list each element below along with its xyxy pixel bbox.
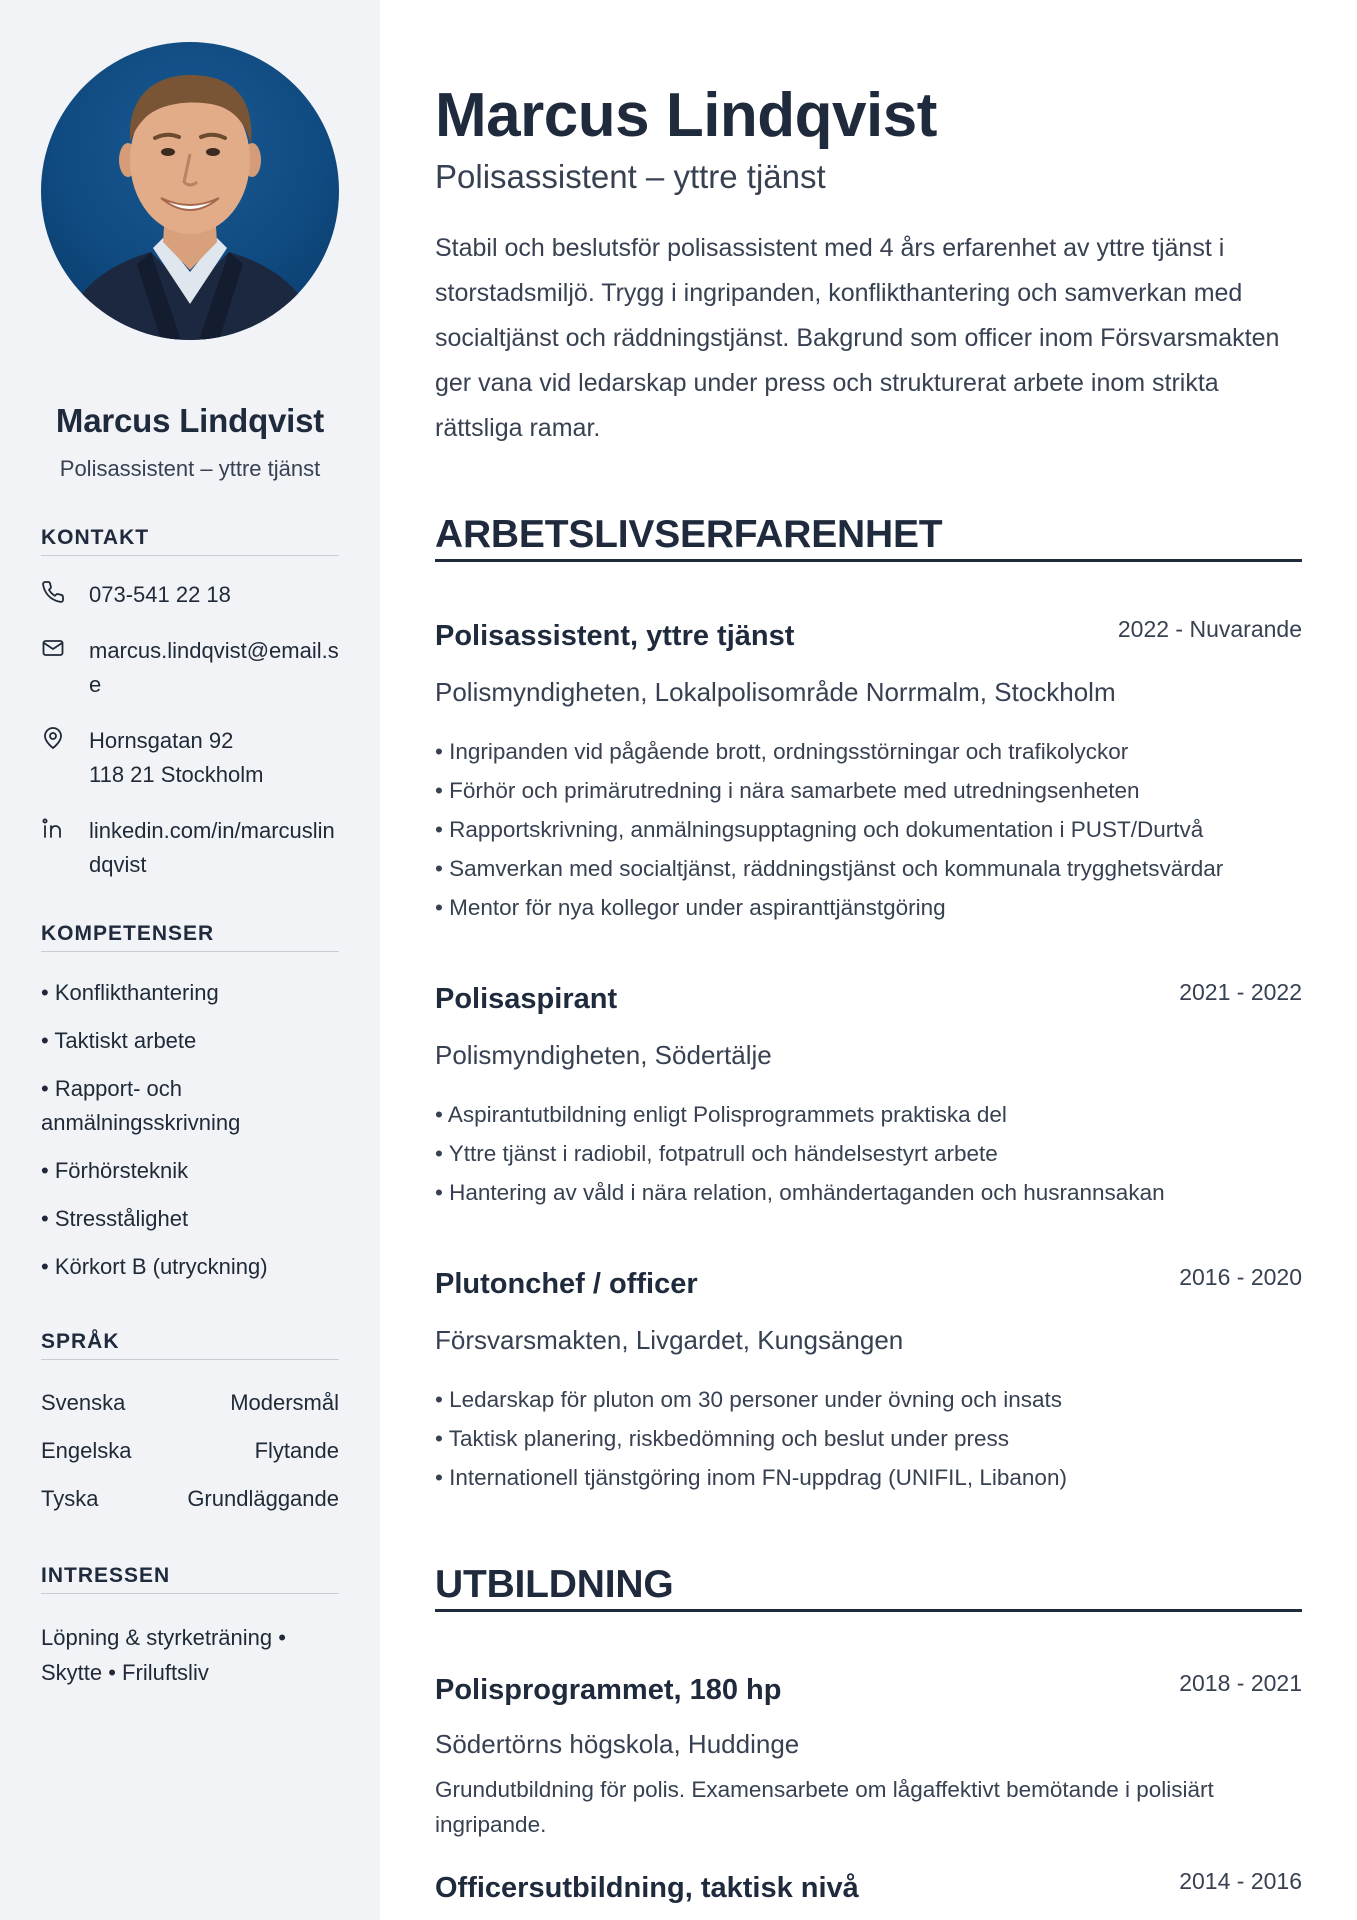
job-bullets [435,732,1302,927]
language-name: Tyska [41,1486,99,1511]
skills-section [41,922,339,1284]
experience-heading: ARBETSLIVSERFARENHET [435,513,1302,562]
job-title: Polisassistent, yttre tjänst [435,620,795,652]
profile-photo [41,42,339,340]
language-level: Flytande [254,1438,339,1463]
contact-phone [41,578,339,612]
bullet-item: • Internationell tjänstgöring inom FN-uppdrag (UNIFIL, Libanon) [435,1465,1067,1490]
job-organization: Polismyndigheten, Lokalpolisområde Norrmalm, Stockholm [435,677,1116,707]
job-entry [435,979,1302,1212]
skill-item: • Stresstålighet [41,1206,189,1231]
skill-item: • Rapport- och anmälningsskrivning [41,1076,241,1135]
education-title: Officersutbildning, taktisk nivå [435,1872,859,1904]
job-title: Plutonchef / officer [435,1268,698,1300]
interests-section [41,1564,339,1690]
contact-email [41,634,339,702]
phone-icon [41,578,89,609]
contact-address [41,724,339,792]
job-entry [435,616,1302,927]
linkedin-icon [41,814,89,845]
languages-heading: SPRÅK [41,1330,339,1360]
contact-heading: KONTAKT [41,526,339,556]
bullet-item: • Yttre tjänst i radiobil, fotpatrull och händelsestyrt arbete [435,1141,998,1166]
language-row [41,1482,339,1516]
job-bullets [435,1095,1302,1212]
main-content [380,0,1357,1920]
sidebar-job-title: Polisassistent – yttre tjänst [59,456,321,481]
sidebar [0,0,380,1920]
language-row [41,1386,339,1420]
education-date: 2014 - 2016 [1179,1868,1302,1894]
interests-heading: INTRESSEN [41,1564,339,1594]
bullet-item: • Ingripanden vid pågående brott, ordningsstörningar och trafikolyckor [435,739,1129,764]
bullet-item: • Hantering av våld i nära relation, omhändertaganden och husrannsakan [435,1180,1165,1205]
job-organization: Försvarsmakten, Livgardet, Kungsängen [435,1325,904,1355]
phone-text[interactable]: 073-541 22 18 [89,582,231,607]
bullet-item: • Aspirantutbildning enligt Polisprogrammets praktiska del [435,1102,1007,1127]
bullet-item: • Mentor för nya kollegor under aspiranttjänstgöring [435,895,946,920]
job-entry [435,1264,1302,1497]
language-name: Engelska [41,1438,132,1463]
education-date: 2018 - 2021 [1179,1670,1302,1696]
skill-item: • Taktiskt arbete [41,1028,197,1053]
job-bullets [435,1380,1302,1497]
education-entry [435,1670,1302,1842]
portrait-illustration [41,42,339,340]
profile-summary: Stabil och beslutsför polisassistent med 4 års erfarenhet av yttre tjänst i storstadsmiljö. Trygg i ingripanden, konflikthantering och samverkan med socialtjänst och räddningstjänst. Bakgrund som officer inom Försvarsmakten ger vana vid ledarskap under press och strukturerat arbete inom strikta rättsliga ramar. [435,234,1280,442]
main-job-title: Polisassistent – yttre tjänst [435,158,826,195]
skill-item: • Förhörsteknik [41,1158,189,1183]
job-date: 2016 - 2020 [1179,1264,1302,1290]
address-line-1: Hornsgatan 92 [89,728,234,753]
job-title: Polisaspirant [435,983,618,1015]
contact-section [41,526,339,882]
contact-linkedin [41,814,339,882]
job-date: 2022 - Nuvarande [1117,616,1302,642]
address-text [89,724,263,792]
language-row [41,1434,339,1468]
email-text[interactable]: marcus.lindqvist@email.se [89,638,339,697]
education-description: Grundutbildning för polis. Examensarbete om lågaffektivt bemötande i polisiärt ingripande. [435,1777,1214,1837]
education-title: Polisprogrammet, 180 hp [435,1674,782,1706]
skill-item: • Körkort B (utryckning) [41,1254,268,1279]
language-level: Grundläggande [187,1486,339,1511]
language-name: Svenska [41,1390,126,1415]
sidebar-name: Marcus Lindqvist [55,402,325,439]
bullet-item: • Förhör och primärutredning i nära samarbete med utredningsenheten [435,778,1140,803]
interests-text: Löpning & styrketräning • Skytte • Friluftsliv [41,1625,286,1685]
bullet-item: • Ledarskap för pluton om 30 personer under övning och insats [435,1387,1063,1412]
bullet-item: • Taktisk planering, riskbedömning och beslut under press [435,1426,1010,1451]
education-entry [435,1868,1302,1905]
bullet-item: • Samverkan med socialtjänst, räddningstjänst och kommunala trygghetsvärdar [435,856,1224,881]
education-school: Södertörns högskola, Huddinge [435,1729,800,1759]
location-pin-icon [41,724,89,755]
language-level: Modersmål [230,1390,339,1415]
bullet-item: • Rapportskrivning, anmälningsupptagning och dokumentation i PUST/Durtvå [435,817,1204,842]
education-heading: UTBILDNING [435,1563,1302,1612]
page-title: Marcus Lindqvist [435,81,937,150]
linkedin-text[interactable]: linkedin.com/in/marcuslindqvist [89,818,335,877]
mail-icon [41,634,89,665]
skills-heading: KOMPETENSER [41,922,339,952]
skill-item: • Konflikthantering [41,980,219,1005]
job-organization: Polismyndigheten, Södertälje [435,1040,772,1070]
languages-section [41,1330,339,1516]
address-line-2: 118 21 Stockholm [89,762,264,787]
job-date: 2021 - 2022 [1179,979,1302,1005]
